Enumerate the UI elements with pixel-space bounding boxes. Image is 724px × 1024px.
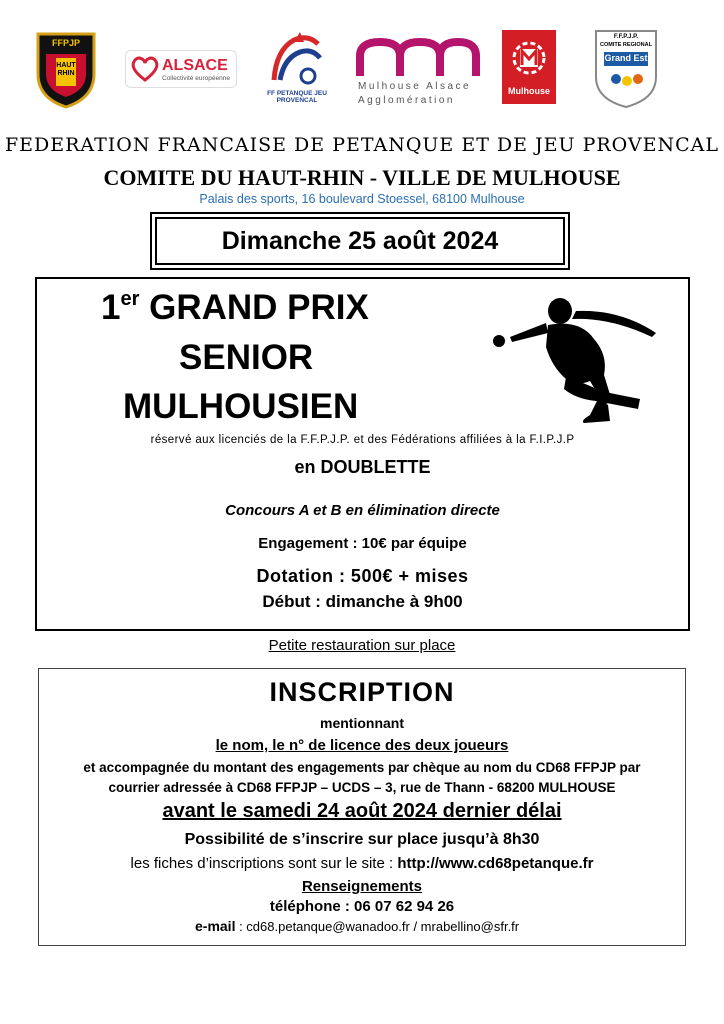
inscription-box bbox=[38, 668, 686, 946]
inscription-heading: INSCRIPTION bbox=[269, 677, 455, 707]
telephone: téléphone : 06 07 62 94 26 bbox=[269, 898, 455, 915]
petanque-player-icon bbox=[480, 289, 670, 429]
haut-rhin-logo bbox=[35, 30, 97, 110]
grandest-logo bbox=[594, 29, 658, 109]
title-grand-prix: GRAND PRIX bbox=[139, 288, 369, 327]
haut-rhin-top-text: FFPJP bbox=[51, 38, 80, 48]
grandest-top1: F.F.P.J.P. bbox=[613, 34, 639, 40]
address: Palais des sports, 16 boulevard Stoessel, 68100 Mulhouse bbox=[199, 192, 525, 206]
grandest-top2: COMITE REGIONAL bbox=[600, 42, 652, 48]
alsace-logo bbox=[125, 50, 237, 88]
ffpjp-logo bbox=[264, 30, 330, 108]
m2a-logo bbox=[356, 38, 480, 108]
ffpjp-text: FF PETANQUE JEU PROVENCAL bbox=[267, 90, 327, 105]
event-title-line2: SENIOR bbox=[179, 338, 314, 377]
email-label: e-mail bbox=[195, 918, 236, 934]
event-title-line1 bbox=[101, 289, 369, 325]
inscription-deadline: avant le samedi 24 août 2024 dernier délai bbox=[162, 800, 562, 822]
alsace-sub: Collectivité européenne bbox=[162, 75, 230, 82]
comite-heading: COMITE DU HAUT-RHIN - VILLE DE MULHOUSE bbox=[103, 165, 621, 190]
event-format: en DOUBLETTE bbox=[294, 457, 431, 477]
inscription-fiches bbox=[39, 855, 685, 872]
restauration-note: Petite restauration sur place bbox=[268, 637, 456, 654]
inscription-sur-place: Possibilité de s’inscrire sur place jusqu’à 8h30 bbox=[184, 831, 540, 848]
event-debut: Début : dimanche à 9h00 bbox=[262, 592, 463, 611]
email-line bbox=[195, 918, 519, 934]
federation-heading: FEDERATION FRANCAISE DE PETANQUE ET DE JEU PROVENCAL bbox=[4, 134, 720, 156]
email-value[interactable]: : cd68.petanque@wanadoo.fr / mrabellino@sfr.fr bbox=[235, 919, 520, 934]
mulhouse-gear-icon bbox=[509, 36, 549, 80]
event-title-line3: MULHOUSIEN bbox=[123, 387, 359, 426]
title-number: 1 bbox=[101, 288, 121, 327]
event-engagement: Engagement : 10€ par équipe bbox=[258, 535, 467, 552]
fiches-url-link[interactable]: http://www.cd68petanque.fr bbox=[397, 855, 594, 872]
grandest-name: Grand Est bbox=[604, 53, 648, 63]
date-box bbox=[150, 212, 570, 270]
fiches-text: les fiches d’inscriptions sont sur le site : bbox=[130, 855, 398, 872]
event-concours: Concours A et B en élimination directe bbox=[225, 502, 500, 519]
m2a-line2: Agglomération bbox=[358, 95, 455, 106]
inscription-licence: le nom, le n° de licence des deux joueurs bbox=[215, 737, 509, 754]
haut-rhin-text: HAUT RHIN bbox=[56, 62, 76, 78]
renseignements-heading: Renseignements bbox=[301, 878, 423, 895]
reserved-note: réservé aux licenciés de la F.F.P.J.P. et des Fédérations affiliées à la F.I.P.J.P bbox=[150, 434, 575, 446]
alsace-heart-icon bbox=[131, 56, 159, 82]
alsace-name: ALSACE bbox=[162, 57, 228, 74]
mulhouse-name: Mulhouse bbox=[508, 86, 550, 96]
m2a-line1: Mulhouse Alsace bbox=[358, 81, 472, 92]
inscription-mentionnant: mentionnant bbox=[320, 715, 404, 731]
event-date: Dimanche 25 août 2024 bbox=[155, 217, 565, 265]
inscription-courrier: courrier adressée à CD68 FFPJP – UCDS – 3, rue de Thann - 68200 MULHOUSE bbox=[108, 780, 616, 795]
event-box bbox=[35, 277, 690, 631]
title-sup: er bbox=[120, 288, 140, 310]
inscription-accompagnee: et accompagnée du montant des engagements par chèque au nom du CD68 FFPJP par bbox=[83, 760, 641, 775]
mulhouse-logo bbox=[502, 30, 556, 104]
event-dotation: Dotation : 500€ + mises bbox=[256, 566, 469, 586]
